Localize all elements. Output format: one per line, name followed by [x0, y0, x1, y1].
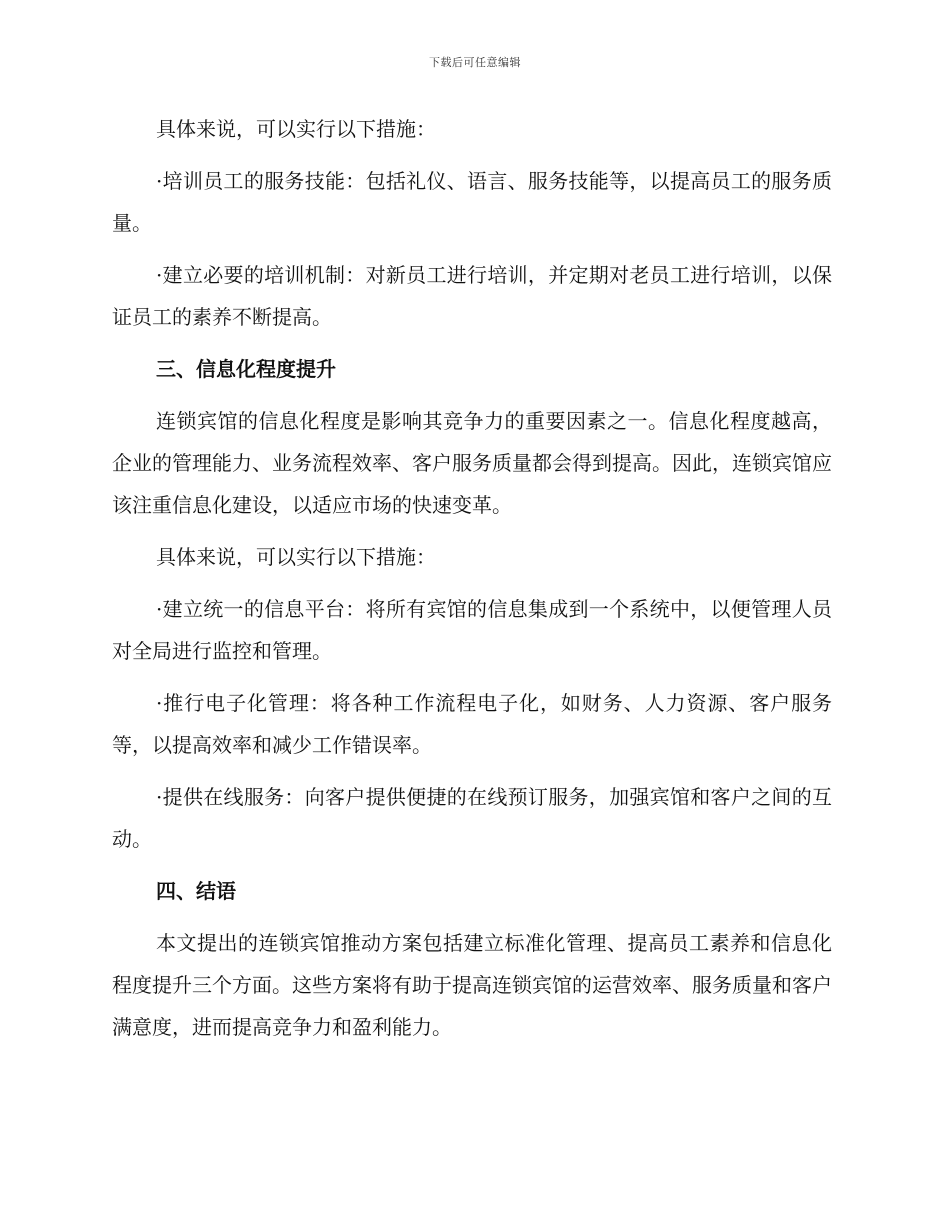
bullet-text: 建立必要的培训机制：对新员工进行培训，并定期对老员工进行培训，以保证员工的素养不断提高。	[112, 263, 832, 329]
bullet-item-electronic-management	[112, 682, 832, 766]
bullet-dot-icon: ·	[156, 169, 163, 193]
bullet-item-unified-platform	[112, 588, 832, 672]
bullet-item-online-services	[112, 776, 832, 860]
page-header: 下载后可任意编辑	[429, 56, 521, 69]
bullet-text: 建立统一的信息平台：将所有宾馆的信息集成到一个系统中，以便管理人员对全局进行监控和管理。	[112, 597, 832, 663]
section-heading-informatization: 三、信息化程度提升	[156, 357, 336, 381]
bullet-text: 提供在线服务：向客户提供便捷的在线预订服务，加强宾馆和客户之间的互动。	[112, 785, 832, 851]
bullet-text: 推行电子化管理：将各种工作流程电子化，如财务、人力资源、客户服务等，以提高效率和减少工作错误率。	[112, 691, 832, 757]
informatization-paragraph: 连锁宾馆的信息化程度是影响其竞争力的重要因素之一。信息化程度越高，企业的管理能力、业务流程效率、客户服务质量都会得到提高。因此，连锁宾馆应该注重信息化建设，以适应市场的快速变革。	[112, 409, 832, 517]
bullet-text: 培训员工的服务技能：包括礼仪、语言、服务技能等，以提高员工的服务质量。	[112, 169, 832, 235]
measures-intro-paragraph-2: 具体来说，可以实行以下措施：	[156, 545, 436, 569]
section-heading-conclusion: 四、结语	[156, 879, 236, 903]
document-body	[112, 108, 832, 1058]
conclusion-paragraph: 本文提出的连锁宾馆推动方案包括建立标准化管理、提高员工素养和信息化程度提升三个方面。这些方案将有助于提高连锁宾馆的运营效率、服务质量和客户满意度，进而提高竞争力和盈利能力。	[112, 931, 832, 1039]
bullet-item-training-mechanism	[112, 254, 832, 338]
bullet-item-training-skills	[112, 160, 832, 244]
bullet-dot-icon: ·	[156, 597, 163, 621]
bullet-dot-icon: ·	[156, 263, 163, 287]
bullet-dot-icon: ·	[156, 691, 163, 715]
bullet-dot-icon: ·	[156, 785, 163, 809]
measures-intro-paragraph: 具体来说，可以实行以下措施：	[156, 117, 436, 141]
